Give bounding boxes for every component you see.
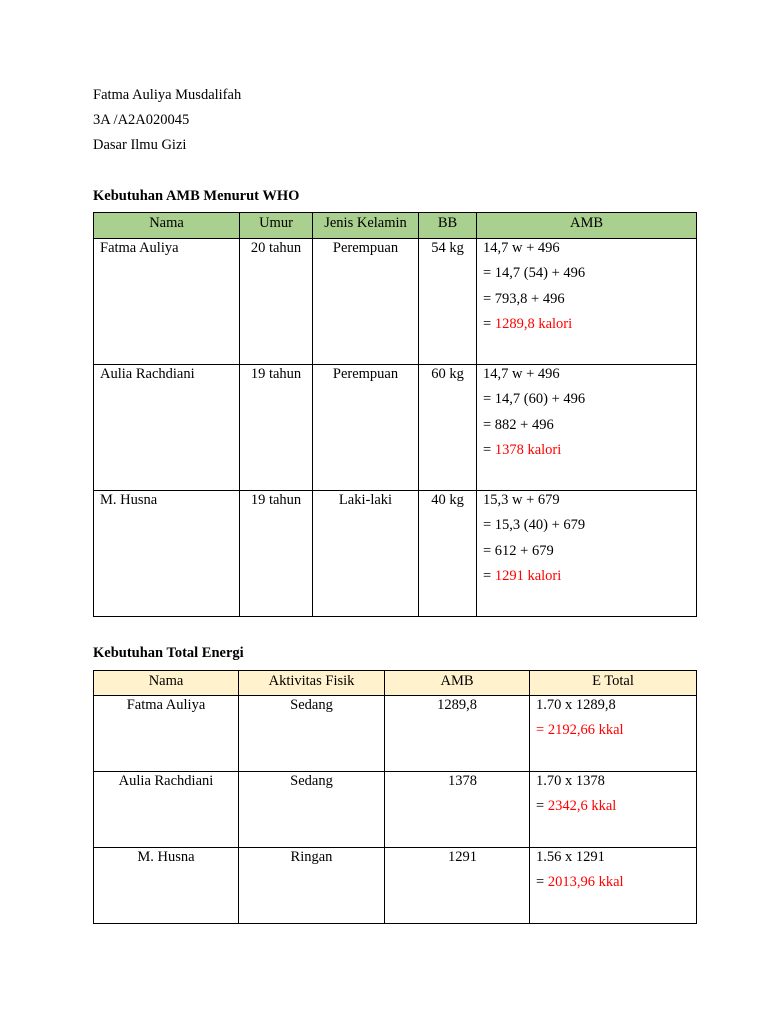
e-total-result: 2342,6 kkal: [547, 798, 617, 815]
table-row: [94, 365, 697, 491]
cell-nama: Aulia Rachdiani: [118, 773, 214, 789]
cell-nama: Fatma Auliya: [126, 697, 206, 713]
cell-nama: Aulia Rachdiani: [100, 366, 195, 382]
table-row: [94, 848, 697, 924]
cell-aktivitas: Sedang: [290, 697, 333, 713]
energy-section-title: Kebutuhan Total Energi: [93, 645, 244, 661]
class-id: 3A /A2A020045: [93, 112, 190, 128]
col-header-aktivitas-fisik: Aktivitas Fisik: [239, 671, 385, 696]
cell-nama: M. Husna: [137, 849, 195, 865]
col-header-nama: Nama: [94, 671, 239, 696]
table-row: [94, 239, 697, 365]
cell-bb: 60 kg: [431, 366, 464, 382]
table-row: [94, 491, 697, 617]
amb-result: 1291 kalori: [494, 567, 562, 584]
cell-umur: 20 tahun: [250, 240, 302, 256]
cell-jenis-kelamin: Perempuan: [332, 366, 399, 382]
amb-formula-line: = 14,7 (54) + 496: [483, 265, 586, 282]
result-prefix: =: [536, 722, 548, 739]
cell-nama: Fatma Auliya: [100, 240, 179, 256]
result-prefix: =: [483, 567, 495, 584]
result-prefix: =: [483, 315, 495, 332]
amb-formula-line: = 612 + 679: [483, 542, 554, 559]
cell-bb: 40 kg: [431, 492, 464, 508]
result-prefix: =: [536, 798, 548, 815]
e-total-result-line: [536, 721, 696, 746]
e-total-calc: 1.70 x 1289,8: [536, 697, 616, 713]
cell-amb: 1378: [448, 773, 477, 789]
amb-result: 1378 kalori: [494, 441, 562, 458]
amb-formula-line: = 14,7 (60) + 496: [483, 391, 586, 408]
amb-section-title: Kebutuhan AMB Menurut WHO: [93, 188, 300, 204]
amb-table: [93, 212, 697, 617]
table-row: [94, 772, 697, 848]
energy-table: [93, 670, 697, 924]
col-header-jenis-kelamin: Jenis Kelamin: [313, 213, 419, 239]
cell-nama: M. Husna: [100, 492, 158, 508]
col-header-e-total: E Total: [530, 671, 697, 696]
amb-formula-line: 14,7 w + 496: [483, 240, 560, 256]
amb-result-line: [483, 315, 696, 340]
author-name: Fatma Auliya Musdalifah: [93, 87, 242, 103]
cell-amb: 1291: [448, 849, 477, 865]
cell-aktivitas: Sedang: [290, 773, 333, 789]
amb-formula-line: = 793,8 + 496: [483, 290, 565, 307]
course-name: Dasar Ilmu Gizi: [93, 137, 187, 153]
col-header-bb: BB: [419, 213, 477, 239]
e-total-calc: 1.70 x 1378: [536, 773, 605, 789]
amb-result: 1289,8 kalori: [494, 315, 573, 332]
col-header-umur: Umur: [240, 213, 313, 239]
amb-formula-line: = 882 + 496: [483, 416, 554, 433]
cell-amb: 1289,8: [437, 697, 477, 713]
e-total-result: 2192,66 kkal: [547, 722, 624, 739]
amb-formula-line: 14,7 w + 496: [483, 366, 560, 382]
col-header-amb: AMB: [477, 213, 697, 239]
cell-jenis-kelamin: Perempuan: [332, 240, 399, 256]
e-total-result-line: [536, 797, 696, 822]
result-prefix: =: [536, 874, 548, 891]
amb-formula-line: 15,3 w + 679: [483, 492, 560, 508]
col-header-amb: AMB: [385, 671, 530, 696]
amb-result-line: [483, 567, 696, 592]
amb-formula-line: = 15,3 (40) + 679: [483, 517, 586, 534]
cell-aktivitas: Ringan: [290, 849, 333, 865]
e-total-result: 2013,96 kkal: [547, 874, 624, 891]
cell-umur: 19 tahun: [250, 492, 302, 508]
cell-bb: 54 kg: [431, 240, 464, 256]
table-row: [94, 696, 697, 772]
amb-result-line: [483, 441, 696, 466]
cell-umur: 19 tahun: [250, 366, 302, 382]
e-total-calc: 1.56 x 1291: [536, 849, 605, 865]
col-header-nama: Nama: [94, 213, 240, 239]
cell-jenis-kelamin: Laki-laki: [338, 492, 393, 508]
energy-table-header: [94, 671, 697, 696]
e-total-result-line: [536, 873, 696, 898]
result-prefix: =: [483, 441, 495, 458]
amb-table-header: [94, 213, 697, 239]
